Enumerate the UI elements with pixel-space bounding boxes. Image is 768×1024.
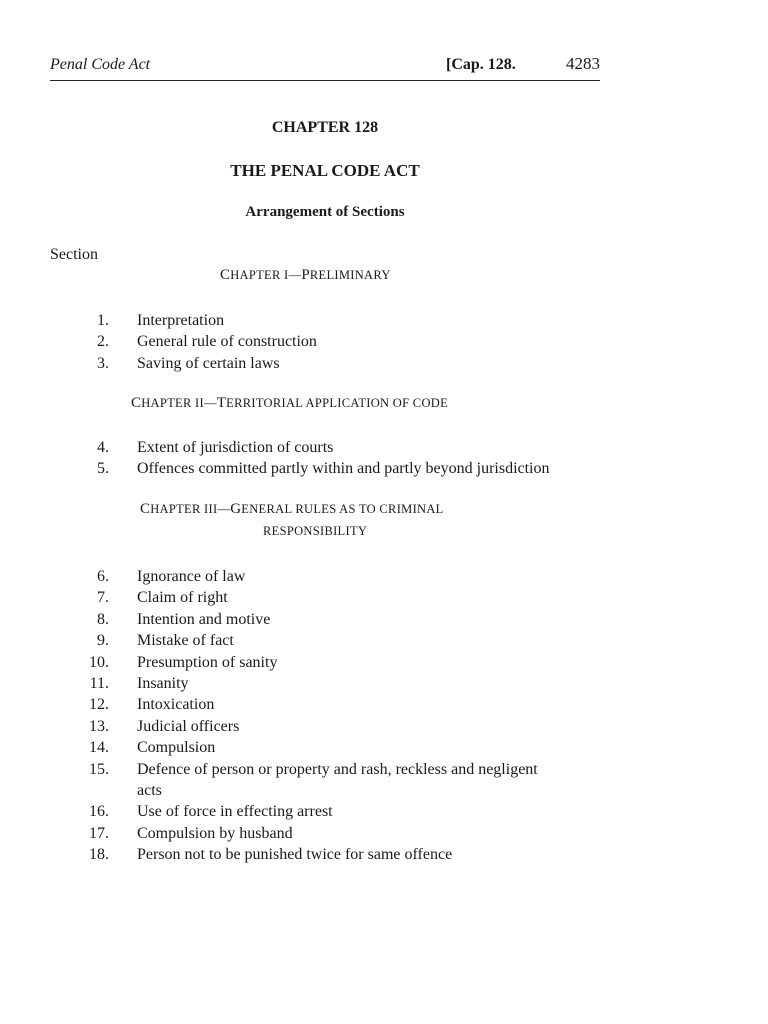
section-title: Intention and motive [137, 610, 271, 628]
section-number: 8. [97, 610, 109, 628]
chapter-prefix: C [140, 501, 151, 517]
chapter-name-rest: ENERAL RULES AS TO CRIMINAL [241, 502, 444, 516]
chapter-name-rest: RELIMINARY [309, 268, 391, 282]
section-title: Person not to be punished twice for same offence [137, 846, 453, 864]
section-number: 7. [97, 589, 109, 607]
chapter-name-initial: T [216, 395, 227, 411]
section-title: General rule of construction [137, 333, 317, 351]
section-number: 1. [97, 312, 109, 329]
section-title: Saving of certain laws [137, 354, 280, 372]
chapter-number: CHAPTER 128 [271, 119, 379, 136]
section-title: Ignorance of law [137, 568, 246, 585]
running-title: Penal Code Act [50, 56, 151, 73]
chapter-heading-1 [220, 267, 391, 284]
chapter-name-rest: ERRITORIAL APPLICATION OF CODE [226, 396, 449, 410]
section-title: Extent of jurisdiction of courts [137, 439, 334, 456]
act-title: THE PENAL CODE ACT [230, 161, 420, 180]
section-number: 11. [89, 675, 109, 692]
chapter-name-initial: P [301, 267, 310, 283]
section-title: Claim of right [137, 589, 228, 607]
chapter-heading-3-line-2 [263, 523, 367, 540]
section-number: 13. [89, 717, 109, 735]
section-title: Compulsion by husband [137, 824, 293, 842]
section-title: Compulsion [137, 739, 216, 757]
section-number: 15. [89, 760, 109, 778]
chapter-name-continued: RESPONSIBILITY [263, 524, 368, 538]
chapter-name-initial: G [230, 501, 242, 517]
running-header [50, 54, 600, 81]
section-number: 18. [89, 846, 109, 864]
section-number: 6. [97, 568, 109, 585]
chapter-prefix-rest: HAPTER III— [150, 502, 231, 516]
section-title: Offences committed partly within and partly beyond jurisdiction [137, 460, 550, 478]
arrangement-heading: Arrangement of Sections [245, 204, 405, 220]
section-column-label: Section [50, 246, 98, 263]
cap-reference: [Cap. 128. [446, 56, 516, 73]
section-title: Presumption of sanity [137, 653, 278, 671]
chapter-heading-2 [131, 395, 448, 412]
section-number: 12. [89, 696, 109, 714]
chapter-prefix-rest: HAPTER II— [141, 396, 217, 410]
section-number: 16. [89, 803, 109, 821]
chapter-prefix: C [220, 267, 231, 283]
chapter-heading-3 [140, 501, 444, 518]
section-number: 4. [97, 439, 109, 456]
section-number: 9. [97, 632, 109, 650]
section-title: Use of force in effecting arrest [137, 803, 333, 821]
section-number: 10. [89, 653, 109, 671]
section-title: Intoxication [137, 696, 215, 714]
section-title: Insanity [137, 675, 189, 692]
section-title-continued: acts [137, 782, 162, 799]
section-title: Interpretation [137, 312, 225, 329]
section-title: Mistake of fact [137, 632, 234, 650]
section-number: 14. [89, 739, 109, 757]
section-number: 3. [97, 354, 109, 372]
page-number: 4283 [566, 54, 600, 73]
section-title: Defence of person or property and rash, reckless and negligent [137, 760, 538, 778]
chapter-prefix-rest: HAPTER I— [230, 268, 302, 282]
chapter-prefix: C [131, 395, 142, 411]
section-number: 5. [97, 460, 109, 478]
section-number: 17. [89, 824, 109, 842]
section-number: 2. [97, 333, 109, 351]
section-title: Judicial officers [137, 717, 240, 735]
